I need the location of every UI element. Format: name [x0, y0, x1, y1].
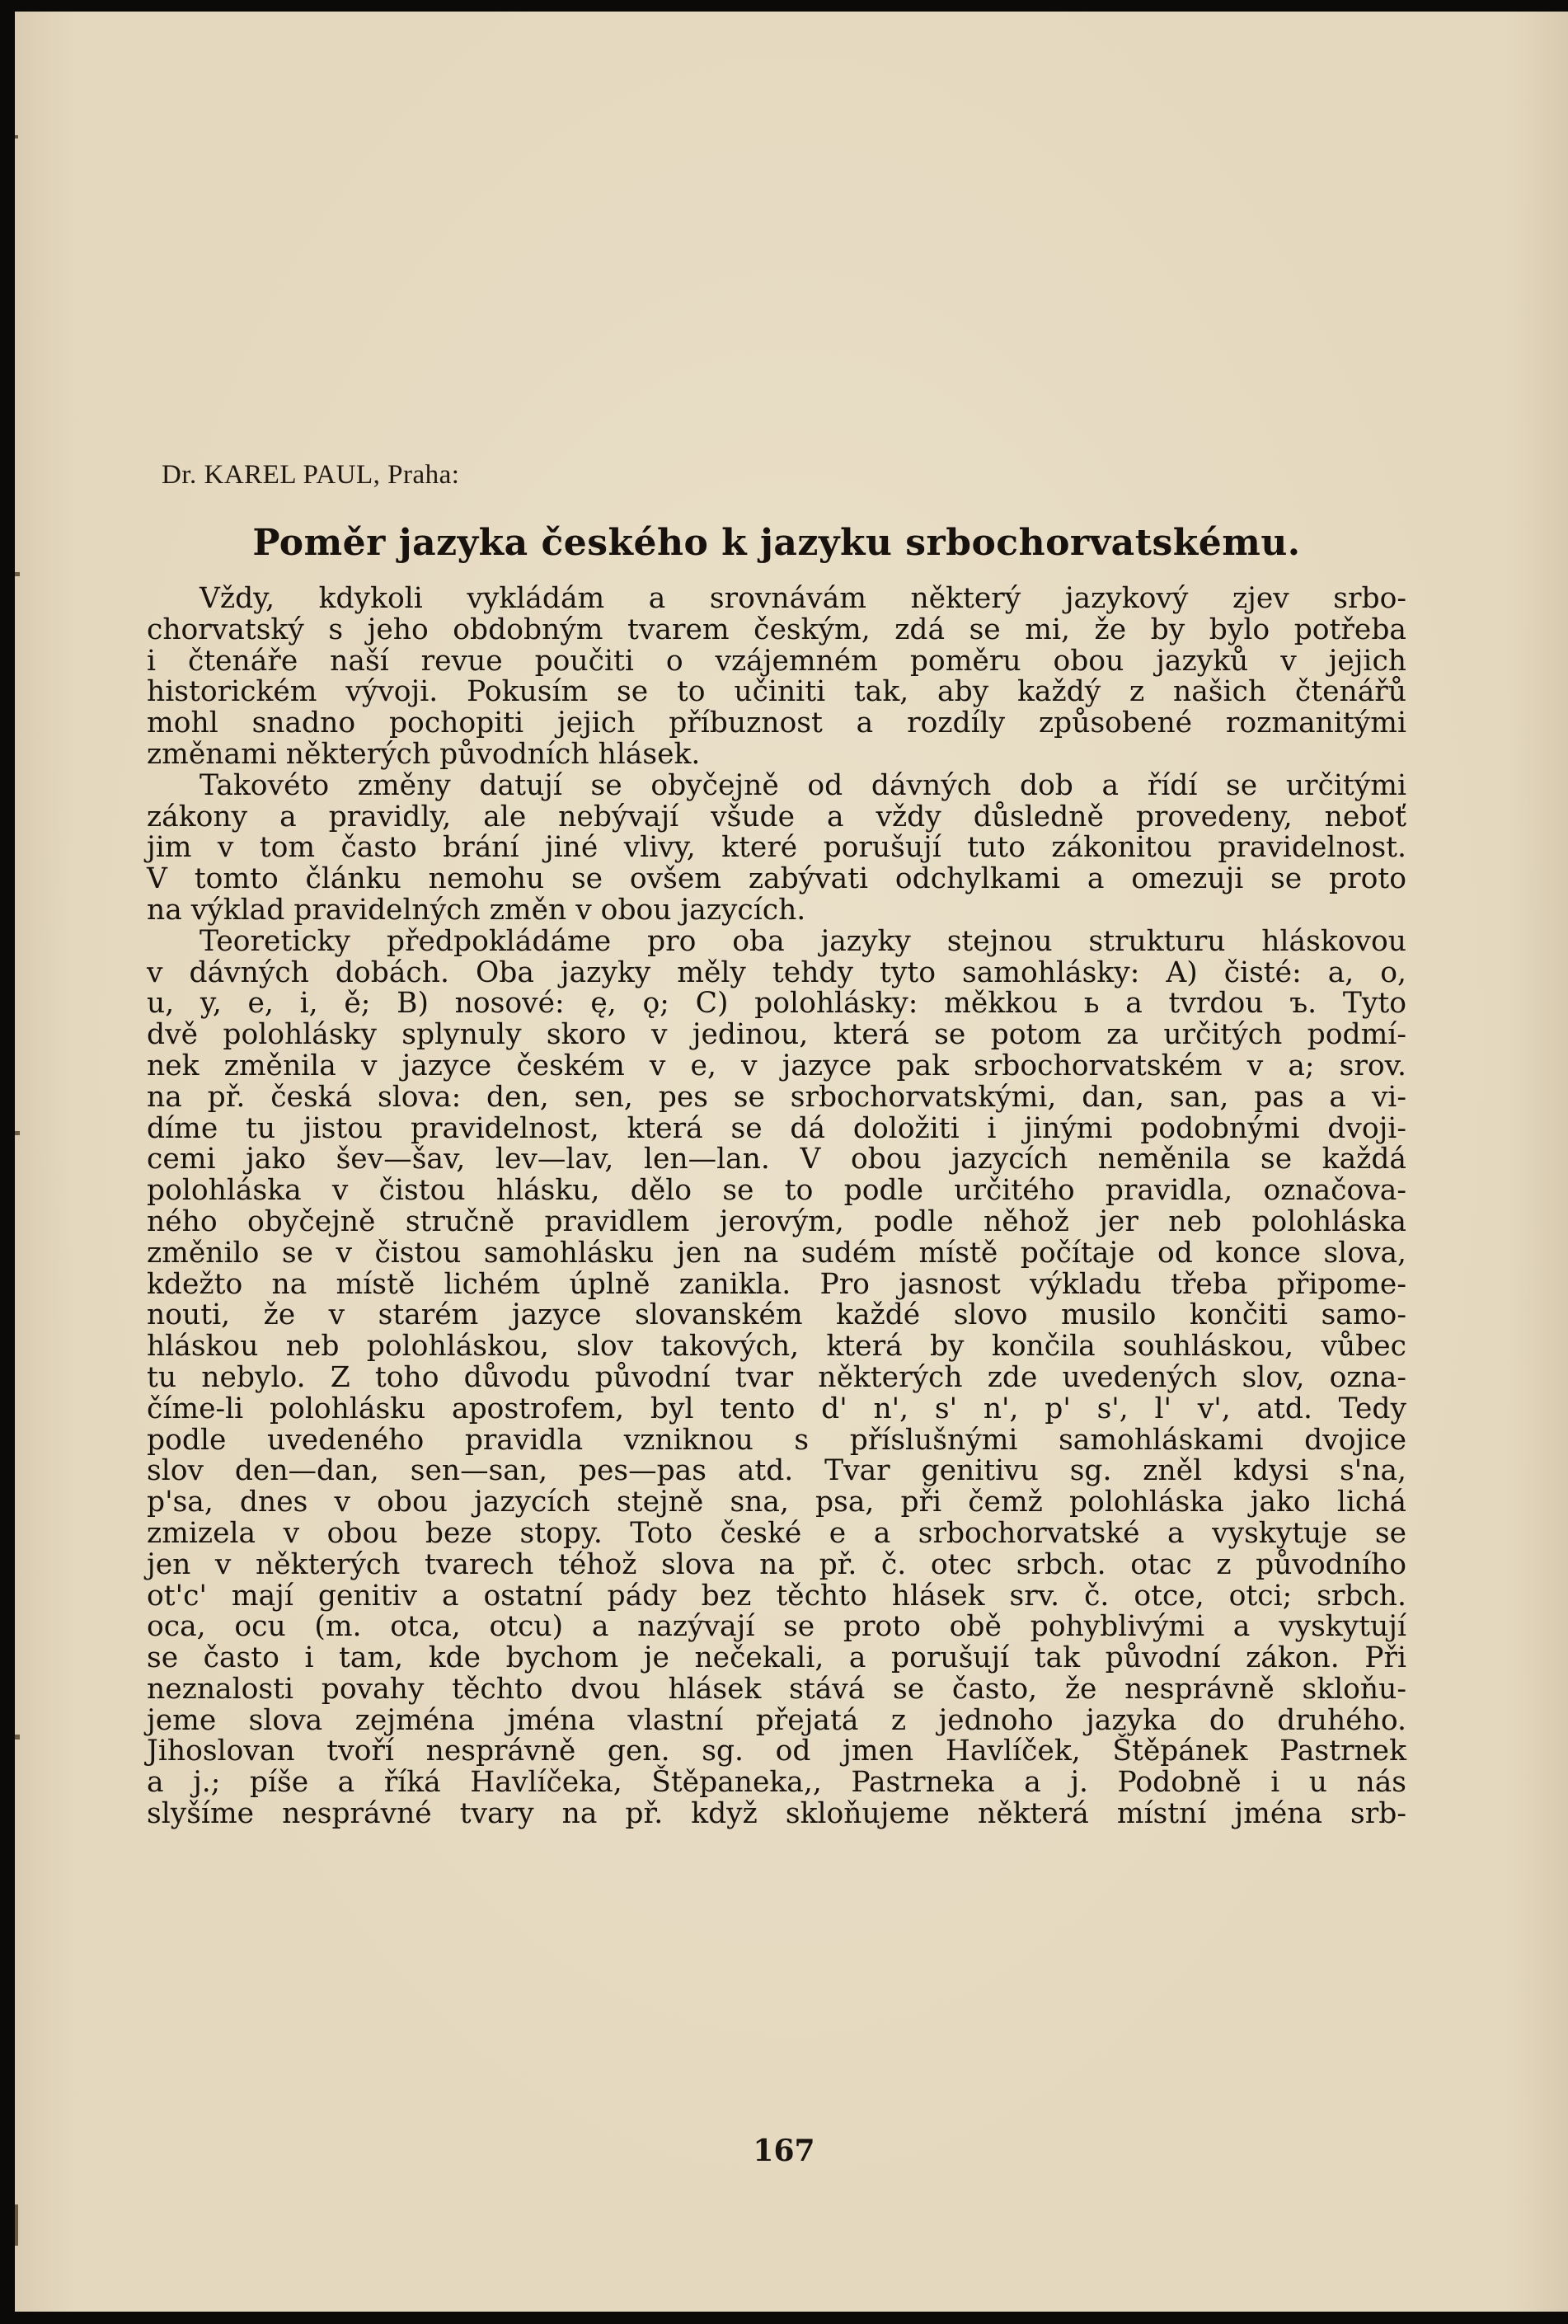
text-line: číme-li polohlásku apostrofem, byl tento d' n', s' n', p' s', l' v', atd. Tedy	[147, 1392, 1406, 1425]
text-line: dvě polohlásky splynuly skoro v jedinou, která se potom za určitých podmí-	[147, 1018, 1406, 1052]
text-line: ného obyčejně stručně pravidlem jerovým, podle něhož jer neb polohláska	[147, 1204, 1406, 1238]
text-line: v dávných dobách. Oba jazyky měly tehdy tyto samohlásky: A) čisté: a, o,	[147, 955, 1406, 989]
article-title: Poměr jazyka českého k jazyku srbochorvatskému.	[252, 522, 1301, 564]
text-line: historickém vývoji. Pokusím se to učiniti tak, aby každý z našich čtenářů	[147, 675, 1406, 709]
binding-mark	[15, 1131, 20, 1135]
article	[147, 460, 1406, 1830]
text-line: jim v tom často brání jiné vlivy, které porušují tuto zákonitou pravidelnost.	[147, 831, 1406, 865]
binding-mark	[15, 2204, 18, 2246]
text-line: Teoreticky předpokládáme pro oba jazyky stejnou strukturu hláskovou	[200, 924, 1406, 958]
text-line: Jihoslovan tvoří nesprávně gen. sg. od jmen Havlíček, Štěpánek Pastrnek	[147, 1735, 1406, 1768]
text-line: Takovéto změny datují se obyčejně od dávných dob a řídí se určitými	[200, 768, 1406, 802]
text-line: zmizela v obou beze stopy. Toto české e a srbochorvatské a vyskytuje se	[147, 1516, 1406, 1550]
text-line: kdežto na místě lichém úplně zanikla. Pro jasnost výkladu třeba připome-	[147, 1267, 1406, 1301]
text-line: V tomto článku nemohu se ovšem zabývati odchylkami a omezuji se proto	[147, 862, 1406, 896]
paragraph	[147, 768, 1406, 927]
text-line: p'sa, dnes v obou jazycích stejně sna, psa, při čemž polohláska jako lichá	[147, 1486, 1406, 1519]
text-line: nouti, že v starém jazyce slovanském každé slovo musilo končiti samo-	[147, 1298, 1406, 1332]
text-line: hláskou neb polohláskou, slov takových, která by končila souhláskou, vůbec	[147, 1330, 1406, 1364]
text-line: se často i tam, kde bychom je nečekali, a porušují tak původní zákon. Při	[147, 1641, 1406, 1675]
text-line: tu nebylo. Z toho důvodu původní tvar některých zde uvedených slov, ozna-	[147, 1360, 1406, 1394]
text-line: nek změnila v jazyce českém v e, v jazyce pak srbochorvatském v a; srov.	[147, 1049, 1406, 1082]
binding-mark	[15, 1735, 20, 1739]
binding-mark	[15, 572, 20, 576]
text-line: mohl snadno pochopiti jejich příbuznost a rozdíly způsobené rozmanitými	[147, 707, 1406, 740]
scan-border-top	[0, 0, 1568, 12]
text-line: cemi jako šev—šav, lev—lav, len—lan. V obou jazycích neměnila se každá	[147, 1143, 1406, 1176]
paragraph	[147, 584, 1406, 771]
text-line: díme tu jistou pravidelnost, která se dá doložiti i jinými podobnými dvoji-	[147, 1111, 1406, 1145]
text-line: jen v některých tvarech téhož slova na př. č. otec srbch. otac z původního	[147, 1547, 1406, 1581]
text-line: na výklad pravidelných změn v obou jazycích.	[147, 893, 806, 927]
scan-border-left	[0, 0, 15, 2324]
text-line: změnami některých původních hlásek.	[147, 737, 701, 771]
text-line: Vždy, kdykoli vykládám a srovnávám některý jazykový zjev srbo-	[200, 582, 1406, 615]
text-line: chorvatský s jeho obdobným tvarem českým, zdá se mi, že by bylo potřeba	[147, 613, 1406, 646]
text-line: a j.; píše a říká Havlíčeka, Štěpaneka,, Pastrneka a j. Podobně i u nás	[147, 1766, 1406, 1800]
text-line: ot'c' mají genitiv a ostatní pády bez těchto hlásek srv. č. otce, otci; srbch.	[147, 1579, 1406, 1613]
paragraph	[147, 924, 1406, 1831]
author-byline: Dr. KAREL PAUL, Praha:	[162, 460, 460, 490]
text-line: u, y, e, i, ě; B) nosové: ę, ǫ; C) polohlásky: měkkou ь a tvrdou ъ. Tyto	[147, 987, 1406, 1021]
text-line: neznalosti povahy těchto dvou hlásek stává se často, že nesprávně skloňu-	[147, 1672, 1406, 1706]
text-line: slov den—dan, sen—san, pes—pas atd. Tvar genitivu sg. zněl kdysi s'na,	[147, 1454, 1406, 1488]
text-line: změnilo se v čistou samohlásku jen na sudém místě počítaje od konce slova,	[147, 1236, 1406, 1270]
scan-border-bottom	[0, 2312, 1568, 2324]
text-line: i čtenáře naší revue poučiti o vzájemném poměru obou jazyků v jejich	[147, 644, 1406, 678]
text-line: jeme slova zejména jména vlastní přejatá z jednoho jazyka do druhého.	[147, 1703, 1406, 1737]
text-line: podle uvedeného pravidla vzniknou s příslušnými samohláskami dvojice	[147, 1423, 1406, 1457]
text-line: zákony a pravidly, ale nebývají všude a vždy důsledně provedeny, neboť	[147, 800, 1406, 833]
text-line: oca, ocu (m. otca, otcu) a nazývají se proto obě pohyblivými a vyskytují	[147, 1610, 1406, 1644]
page-number: 167	[753, 2134, 815, 2168]
text-line: slyšíme nesprávné tvary na př. když skloňujeme některá místní jména srb-	[147, 1797, 1406, 1831]
binding-mark	[15, 135, 18, 139]
text-line: polohláska v čistou hlásku, dělo se to podle určitého pravidla, označova-	[147, 1174, 1406, 1208]
text-line: na př. česká slova: den, sen, pes se srbochorvatskými, dan, san, pas a vi-	[147, 1080, 1406, 1114]
